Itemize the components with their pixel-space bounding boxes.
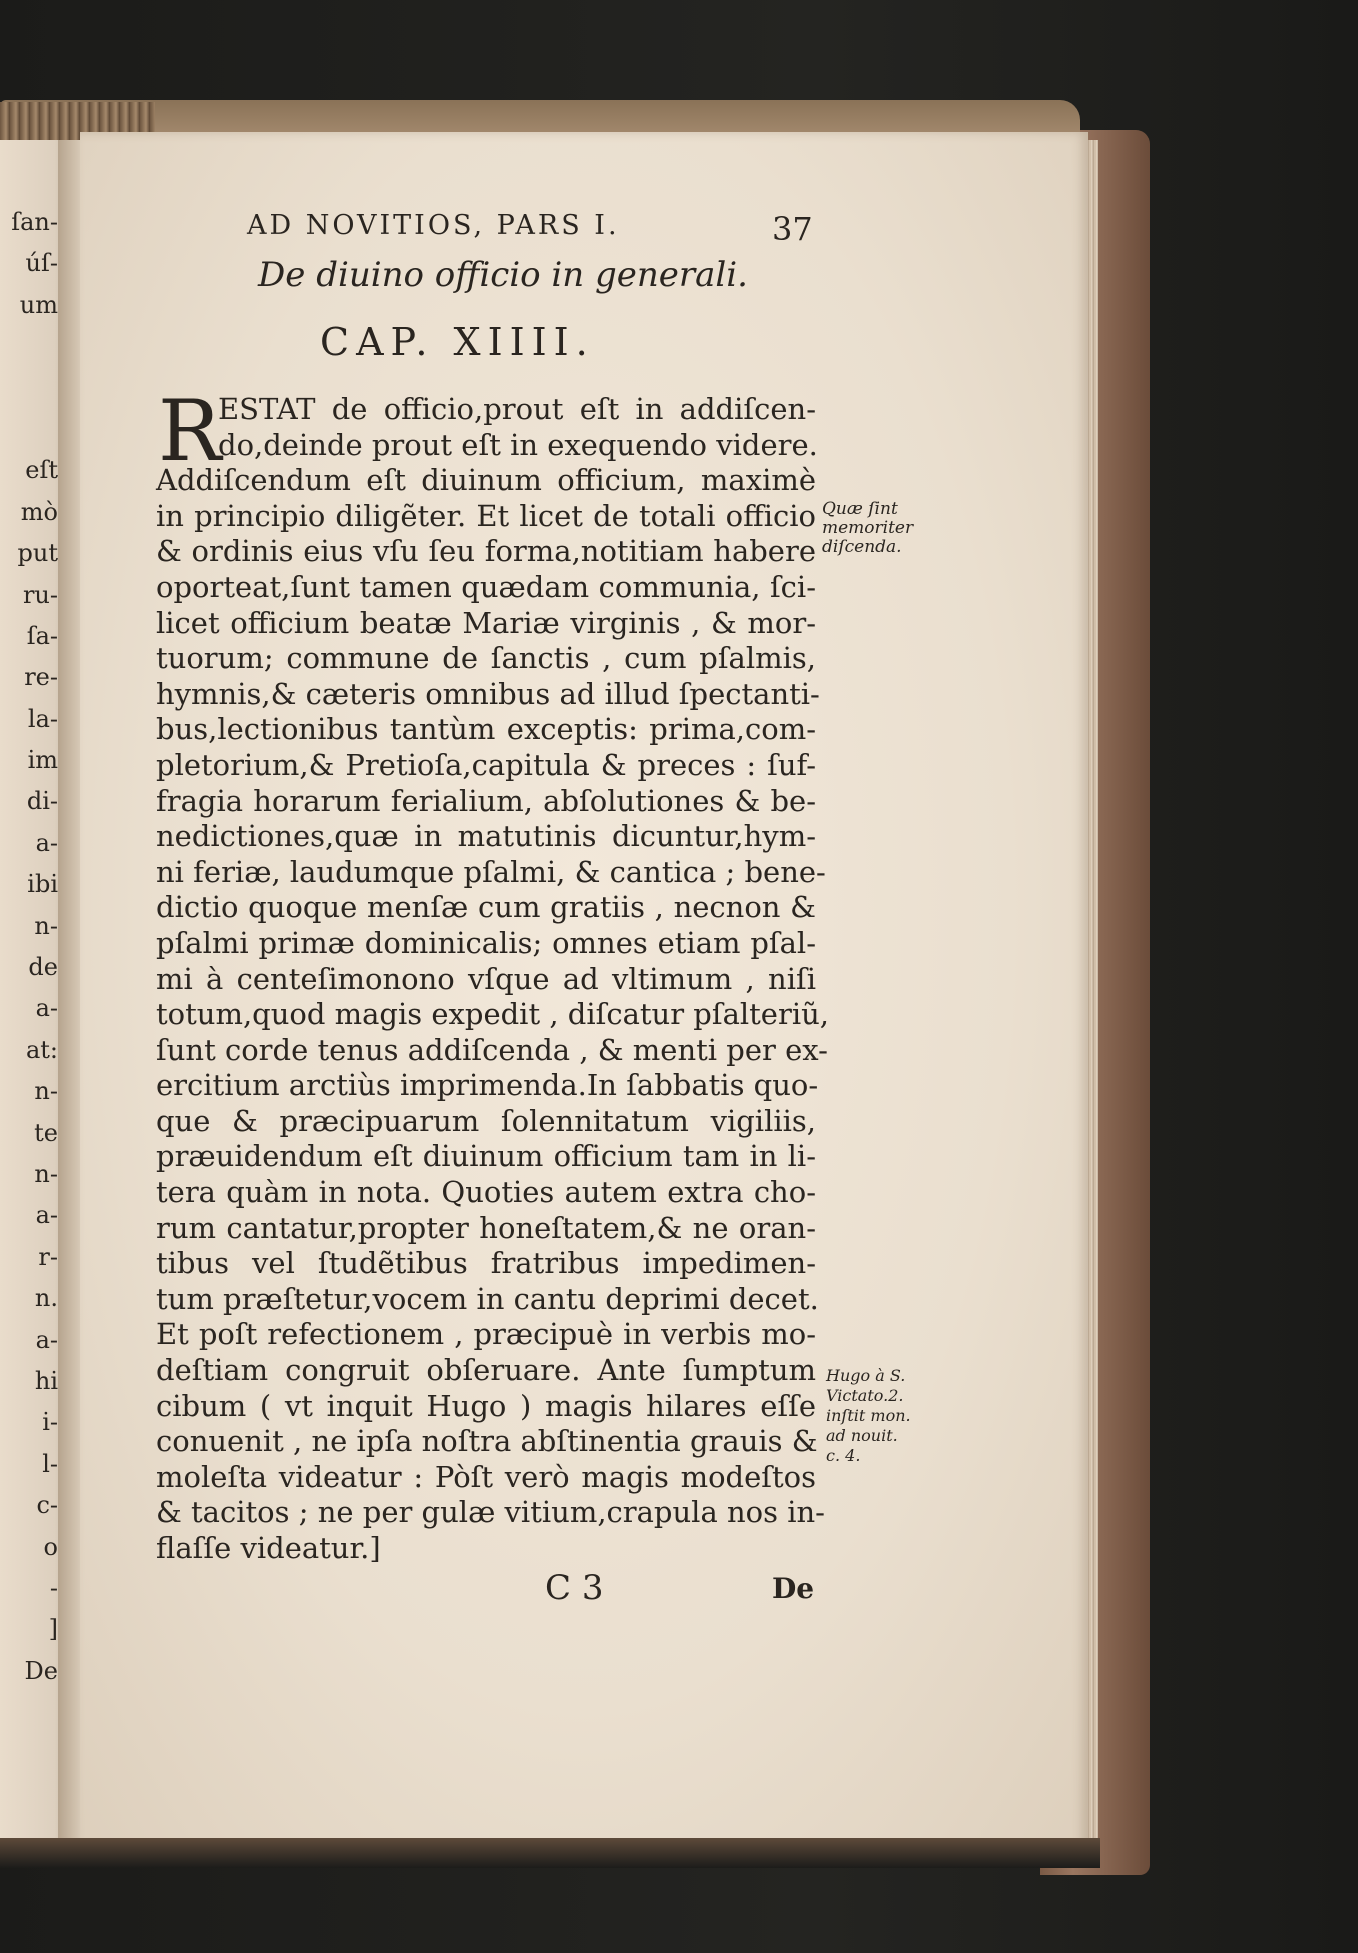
body-line: conuenit , ne ipſa noſtra abſtinentia grauis &	[156, 1424, 818, 1459]
left-page-fragment: a-	[35, 1201, 58, 1230]
left-page-fragment: n-	[34, 1077, 58, 1106]
body-line: nedictiones,quæ in matutinis dicuntur,hym-	[156, 819, 816, 854]
body-line: cibum ( vt inquit Hugo ) magis hilares eſſe	[156, 1388, 816, 1423]
body-line: totum,quod magis expedit , diſcatur pſalteriũ,	[156, 997, 829, 1032]
body-line: flaſſe videatur.]	[156, 1531, 381, 1565]
body-line: & ordinis eius vſu ſeu forma,notitiam habere	[156, 534, 816, 569]
left-page-fragment: ſan-	[11, 208, 58, 236]
left-page-fragment: n-	[34, 911, 58, 940]
left-page-fragment: n.	[34, 1284, 58, 1313]
left-page-fragment: úſ-	[25, 249, 58, 278]
body-line: pſalmi primæ dominicalis; omnes etiam pſal-	[156, 925, 816, 960]
left-page-fragment: n-	[34, 1159, 58, 1188]
left-page-fragment: at:	[25, 1035, 58, 1064]
running-head: AD NOVITIOS, PARS I.	[247, 210, 620, 241]
body-line: Et poſt refectionem , præcipuè in verbis mo-	[156, 1317, 816, 1352]
body-line: ESTAT de officio,prout eſt in addiſcen-	[218, 392, 816, 426]
body-line: oporteat,ſunt tamen quædam communia, ſci-	[156, 569, 816, 604]
margin-note-line: c. 4.	[826, 1446, 861, 1465]
body-line: tera quàm in nota. Quoties autem extra cho-	[156, 1175, 816, 1210]
left-page-fragment: a-	[35, 1325, 58, 1354]
margin-note-line: Victato.2.	[826, 1386, 904, 1405]
margin-note-line: Hugo à S.	[826, 1366, 906, 1385]
left-page-fragment: put	[17, 539, 58, 568]
body-line: hymnis,& cæteris omnibus ad illud ſpectanti-	[156, 676, 820, 711]
left-page-fragment: di-	[26, 787, 58, 816]
left-page-fragment: hi	[34, 1366, 58, 1395]
body-line: mi à centeſimonono vſque ad vltimum , niſi	[156, 961, 816, 996]
body-line: tuorum; commune de ſanctis , cum pſalmis,	[156, 641, 816, 676]
body-line: fragia horarum ferialium, abſolutiones & be-	[156, 783, 816, 818]
margin-note-line: diſcenda.	[822, 537, 902, 557]
left-page-fragment: eſt	[25, 456, 58, 485]
body-line: licet officium beatæ Mariæ virginis , & mor-	[156, 605, 816, 640]
margin-note-hugo	[826, 1366, 956, 1466]
left-page-fragment: o	[43, 1532, 58, 1561]
left-page-fragment: De	[24, 1656, 58, 1685]
margin-note-line: memoriter	[822, 518, 914, 538]
left-page-fragment: a-	[35, 994, 58, 1023]
left-page-fragment	[0, 324, 58, 365]
left-page-fragment: um	[19, 290, 58, 319]
left-page-fragment: a-	[35, 828, 58, 857]
margin-note-line: Quæ ſint	[822, 499, 898, 519]
margin-note-line: inſtit mon.	[826, 1406, 911, 1425]
body-line: dictio quoque menſæ cum gratiis , necnon &	[156, 890, 816, 925]
chapter-title: CAP. XIIII.	[320, 320, 595, 364]
body-line: rum cantatur,propter honeſtatem,& ne oran-	[156, 1210, 816, 1245]
left-page-fragment: ru-	[22, 580, 58, 609]
left-page-text-fragments	[0, 200, 58, 1690]
body-line: Addiſcendum eſt diuinum officium, maximè	[156, 463, 816, 498]
body-line: tum præſtetur,vocem in cantu deprimi decet.	[156, 1281, 819, 1316]
left-page-fragment: mò	[20, 497, 58, 526]
left-page-fragment: -	[49, 1573, 58, 1602]
body-line: in principio diligẽter. Et licet de totali officio	[156, 498, 816, 533]
body-line: bus,lectionibus tantùm exceptis: prima,com-	[156, 712, 816, 747]
left-page-fragment: la-	[27, 704, 58, 733]
bottom-shadow	[0, 1838, 1100, 1868]
body-line: que & præcipuarum ſolennitatum vigiliis,	[156, 1103, 816, 1138]
left-page-fragment: ]	[48, 1615, 58, 1644]
body-line: tibus vel ſtudẽtibus fratribus impedimen-	[156, 1246, 816, 1281]
left-page-fragment: ibi	[27, 870, 58, 899]
body-line: & tacitos ; ne per gulæ vitium,crapula nos in-	[156, 1495, 825, 1530]
left-page-fragment: c-	[36, 1491, 58, 1520]
body-line: ſunt corde tenus addiſcenda , & menti per ex-	[156, 1032, 828, 1067]
margin-note-memoriter	[822, 500, 952, 557]
left-page-fragment: l-	[42, 1449, 58, 1478]
catchword: De	[772, 1572, 815, 1605]
left-page-fragment: re-	[24, 663, 58, 692]
left-page-fragment	[0, 407, 58, 448]
body-line: præuidendum eſt diuinum officium tam in li-	[156, 1139, 816, 1174]
left-page-fragment: de	[28, 953, 58, 982]
body-line: do,deinde prout eſt in exequendo videre.	[218, 427, 818, 462]
left-page-fragment: r-	[38, 1242, 58, 1271]
left-page-fragment: i-	[42, 1408, 58, 1437]
body-line: moleſta videatur : Pòſt verò magis modeſtos	[156, 1459, 816, 1494]
section-title: De diuino officio in generali.	[258, 255, 748, 295]
signature-mark: C 3	[545, 1568, 604, 1608]
left-page-fragment: im	[27, 746, 58, 775]
body-text	[156, 382, 829, 1567]
body-line: ercitium arctiùs imprimenda.In ſabbatis quo-	[156, 1068, 819, 1103]
margin-note-line: ad nouit.	[826, 1426, 898, 1445]
left-page-fragment	[0, 366, 58, 407]
page-number: 37	[772, 210, 813, 248]
left-page-fragment: ſa-	[26, 621, 58, 650]
left-page-fragment: te	[34, 1118, 58, 1147]
body-line: ni feriæ, laudumque pſalmi, & cantica ; bene-	[156, 854, 826, 889]
body-line: pletorium,& Pretioſa,capitula & preces : ſuf-	[156, 747, 816, 782]
drop-cap: R	[158, 382, 222, 480]
body-line: deſtiam congruit obſeruare. Ante ſumptum	[156, 1353, 816, 1388]
